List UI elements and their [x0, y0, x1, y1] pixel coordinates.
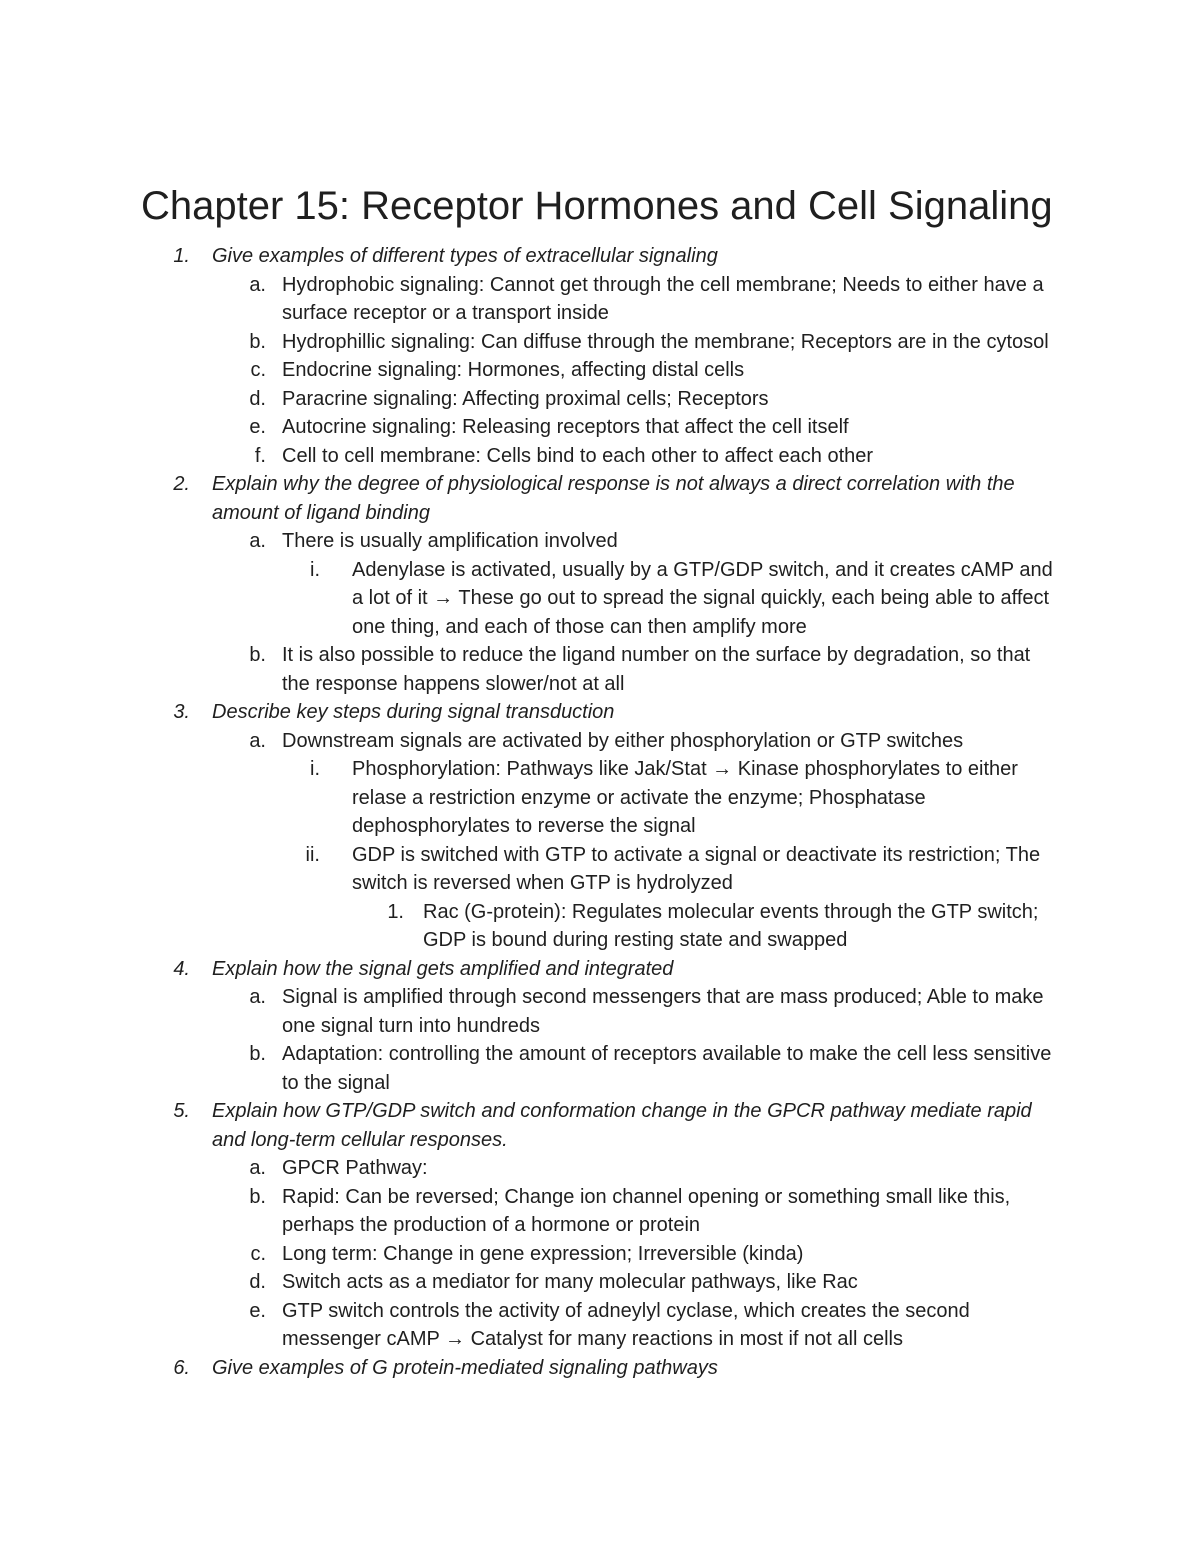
list-item [0, 556, 1200, 642]
question-text: Give examples of different types of extracellular signaling [212, 245, 718, 267]
answer-text: Cell to cell membrane: Cells bind to each other to affect each other [282, 444, 874, 467]
list-item [0, 1183, 1200, 1240]
list-item [0, 955, 1200, 984]
list-item [0, 1040, 1200, 1097]
answer-text: Rapid: Can be reversed; Change ion channel opening or something small like this, perhaps the production of a hormone or protein [282, 1185, 1011, 1236]
list-marker: c. [250, 1242, 266, 1265]
list-marker: b. [249, 330, 266, 353]
outline-list [0, 242, 1200, 1382]
answer-text: Paracrine signaling: Affecting proximal cells; Receptors [282, 387, 769, 410]
question-text: Describe key steps during signal transduction [212, 701, 615, 723]
list-marker: 1. [173, 245, 190, 267]
answer-text: Downstream signals are activated by either phosphorylation or GTP switches [282, 729, 964, 752]
page-title: Chapter 15: Receptor Hormones and Cell Signaling [141, 184, 1053, 228]
list-marker: e. [249, 1299, 266, 1322]
answer-text: GTP switch controls the activity of adneylyl cyclase, which creates the second messenger cAMP → Catalyst for many reactions in most if not all cells [282, 1299, 970, 1350]
list-item [0, 983, 1200, 1040]
list-item [0, 385, 1200, 414]
answer-text: GDP is switched with GTP to activate a signal or deactivate its restriction; The switch is reversed when GTP is hydrolyzed [352, 843, 1041, 894]
list-marker: 5. [173, 1100, 190, 1122]
list-marker: d. [249, 1271, 266, 1293]
answer-text: Signal is amplified through second messengers that are mass produced; Able to make one signal turn into hundreds [282, 986, 1044, 1037]
list-marker: 6. [173, 1356, 190, 1379]
list-marker: 3. [173, 701, 190, 723]
answer-text: Autocrine signaling: Releasing receptors that affect the cell itself [282, 416, 849, 438]
list-marker: i. [310, 558, 320, 581]
list-item [0, 841, 1200, 898]
list-marker: e. [249, 416, 266, 438]
list-marker: i. [310, 758, 320, 780]
list-item [0, 271, 1200, 328]
list-item [0, 698, 1200, 727]
answer-text: GPCR Pathway: [282, 1157, 428, 1179]
list-item [0, 1268, 1200, 1297]
answer-text: Hydrophobic signaling: Cannot get through the cell membrane; Needs to either have a surface receptor or a transport inside [282, 273, 1044, 324]
list-item [0, 242, 1200, 271]
answer-text: Adenylase is activated, usually by a GTP/GDP switch, and it creates cAMP and a lot of it → These go out to spread the signal quickly, each being able to affect one thing, and each of those can then amplify more [352, 558, 1053, 638]
list-marker: 4. [173, 957, 190, 980]
list-marker: a. [249, 986, 266, 1008]
list-marker: d. [249, 387, 266, 410]
list-marker: a. [249, 729, 266, 752]
list-item [0, 1154, 1200, 1183]
list-item [0, 1297, 1200, 1354]
list-item [0, 727, 1200, 756]
list-item [0, 1097, 1200, 1154]
answer-text: Phosphorylation: Pathways like Jak/Stat → Kinase phosphorylates to either relase a restriction enzyme or activate the enzyme; Phosphatase dephosphorylates to reverse the signal [352, 758, 1018, 837]
answer-text: Hydrophillic signaling: Can diffuse through the membrane; Receptors are in the cytosol [282, 330, 1049, 353]
list-marker: b. [249, 1185, 266, 1208]
list-item [0, 470, 1200, 527]
answer-text: Endocrine signaling: Hormones, affecting distal cells [282, 359, 745, 381]
answer-text: It is also possible to reduce the ligand number on the surface by degradation, so that the response happens slower/not at all [282, 644, 1031, 695]
list-item [0, 527, 1200, 556]
question-text: Explain how GTP/GDP switch and conformation change in the GPCR pathway mediate rapid and long-term cellular responses. [212, 1100, 1032, 1151]
list-marker: b. [249, 644, 266, 666]
list-marker: f. [254, 444, 266, 467]
list-item [0, 1354, 1200, 1383]
list-marker: 2. [173, 473, 190, 495]
question-text: Explain why the degree of physiological response is not always a direct correlation with the amount of ligand binding [212, 473, 1015, 524]
answer-text: Switch acts as a mediator for many molecular pathways, like Rac [282, 1271, 858, 1293]
question-text: Give examples of G protein-mediated signaling pathways [212, 1356, 718, 1379]
answer-text: There is usually amplification involved [282, 530, 618, 552]
list-item [0, 898, 1200, 955]
answer-text: Long term: Change in gene expression; Irreversible (kinda) [282, 1242, 804, 1265]
list-item [0, 328, 1200, 357]
answer-text: Rac (G-protein): Regulates molecular events through the GTP switch; GDP is bound during resting state and swapped [423, 900, 1039, 951]
list-item [0, 356, 1200, 385]
answer-text: Adaptation: controlling the amount of receptors available to make the cell less sensitive to the signal [282, 1043, 1052, 1094]
list-marker: a. [249, 273, 266, 296]
list-marker: b. [249, 1043, 266, 1065]
list-marker: 1. [387, 900, 404, 923]
list-item [0, 1240, 1200, 1269]
list-marker: a. [249, 1157, 266, 1179]
list-item [0, 641, 1200, 698]
list-marker: a. [249, 530, 266, 552]
list-marker: c. [250, 359, 266, 381]
list-item [0, 442, 1200, 471]
question-text: Explain how the signal gets amplified and integrated [212, 957, 674, 980]
list-item [0, 755, 1200, 841]
list-item [0, 413, 1200, 442]
list-marker: ii. [305, 843, 320, 866]
